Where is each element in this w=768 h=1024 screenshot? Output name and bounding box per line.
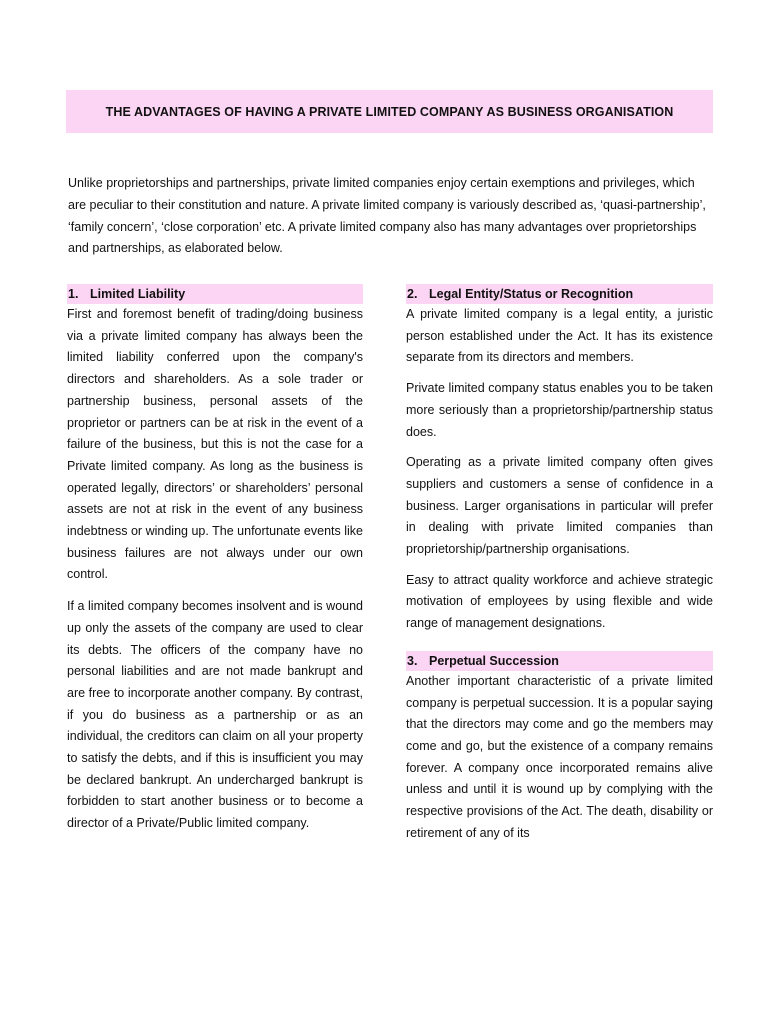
section-number: 2.	[407, 287, 418, 301]
section-paragraph: Another important characteristic of a private limited company is perpetual succession. It is a popular saying that the directors may come and go the members may come and go, but the existence of a company remains forever. A company once incorporated remains alive unless and until it is wound up by complying with the respective provisions of the Act. The death, disability or retirement of any of its	[406, 673, 713, 840]
title-banner	[66, 90, 713, 133]
right-column	[406, 284, 713, 844]
section-paragraph: Operating as a private limited company often gives suppliers and customers a sense of confidence in a business. Larger organisations in particular will prefer in dealing with private limited companies than proprietorship/partnership organisations.	[406, 455, 713, 557]
section-title: Perpetual Succession	[429, 653, 559, 668]
left-column	[67, 284, 363, 835]
section-heading-perpetual-succession	[406, 651, 713, 671]
section-heading-limited-liability	[67, 284, 363, 304]
section-heading-legal-entity	[406, 284, 713, 304]
section-title: Limited Liability	[90, 287, 186, 301]
section-number: 3.	[407, 653, 418, 668]
document-title: THE ADVANTAGES OF HAVING A PRIVATE LIMITED COMPANY AS BUSINESS ORGANISATION	[105, 104, 674, 119]
section-paragraph: If a limited company becomes insolvent and is wound up only the assets of the company are used to clear its debts. The officers of the company have no personal liabilities and are not made bankrupt and are free to incorporate another company. By contrast, if you do business as a partnership or as an individual, the creditors can claim on all your property to satisfy the debts, and if this is insufficient you may be declared bankrupt. An undercharged bankrupt is forbidden to start another business or to become a director of a Private/Public limited company.	[67, 599, 363, 831]
section-paragraph: Easy to attract quality workforce and achieve strategic motivation of employees by using flexible and wide range of management designations.	[406, 572, 713, 631]
intro-paragraph: Unlike proprietorships and partnerships, private limited companies enjoy certain exemptions and privileges, which are peculiar to their constitution and nature. A private limited company is variously described as, ‘quasi-partnership’, ‘family concern’, ‘close corporation’ etc. A private limited company also has many advantages over proprietorships and partnerships, as elaborated below.	[68, 176, 706, 256]
section-paragraph: First and foremost benefit of trading/doing business via a private limited company has always been the limited liability conferred upon the company's directors and shareholders. As a sole trader or partnership business, personal assets of the proprietor or partners can be at risk in the event of a failure of the business, but this is not the case for a Private limited company. As long as the business is operated legally, directors’ or shareholders’ personal assets are not at risk in the event of any business indebtness or winding up. The unfortunate events like business failures are not always under our own control.	[67, 307, 363, 582]
section-paragraph: Private limited company status enables you to be taken more seriously than a proprietorship/partnership status does.	[406, 381, 713, 439]
section-paragraph: A private limited company is a legal entity, a juristic person established under the Act. It has its existence separate from its directors and members.	[406, 307, 713, 365]
section-number: 1.	[68, 287, 79, 301]
section-title: Legal Entity/Status or Recognition	[429, 287, 634, 301]
